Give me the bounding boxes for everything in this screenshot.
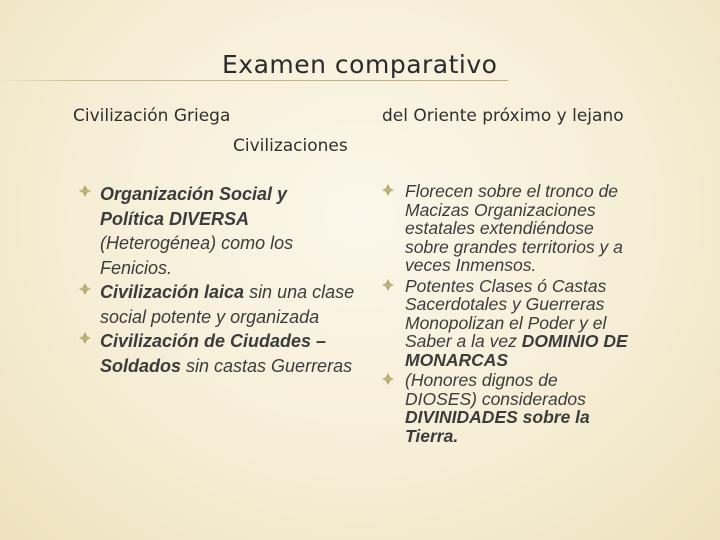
orient-item-3 — [383, 371, 633, 445]
header-greek: Civilización Griega — [73, 106, 231, 126]
diamond-bullet-icon — [381, 372, 395, 386]
orient-item-3-part-1: (Honores dignos de DIOSES) considerados — [405, 370, 586, 409]
title-rule — [0, 80, 508, 81]
header-orient: del Oriente próximo y lejano — [382, 106, 624, 126]
diamond-bullet-icon — [381, 183, 395, 197]
orient-item-2 — [383, 277, 633, 370]
greek-item-3-part-1: Civilización de Ciudades – Soldados — [100, 331, 327, 376]
orient-item-3-part-2: DIVINIDADES sobre la Tierra. — [405, 407, 590, 446]
greek-item-2 — [78, 280, 356, 329]
greek-item-3 — [78, 329, 356, 378]
orient-item-2-part-2: DOMINIO DE MONARCAS — [405, 331, 628, 370]
orient-column — [383, 182, 633, 445]
greek-item-1-part-1: Organización Social y Política DIVERSA — [100, 184, 288, 229]
greek-column — [78, 182, 356, 378]
greek-item-1 — [78, 182, 356, 280]
orient-item-2-part-1: Potentes Clases ó Castas Sacerdotales y Guerreras Monopolizan el Poder y el Saber a la vez — [405, 275, 607, 351]
diamond-bullet-icon — [78, 282, 92, 296]
slide-title: Examen comparativo — [222, 50, 498, 79]
header-civilizations: Civilizaciones — [233, 136, 348, 156]
diamond-bullet-icon — [381, 278, 395, 292]
greek-item-2-part-2: sin una clase social potente y organizada — [100, 282, 355, 327]
orient-item-1 — [383, 182, 633, 275]
diamond-bullet-icon — [78, 331, 92, 345]
diamond-bullet-icon — [78, 184, 92, 198]
orient-item-1-part-1: Florecen sobre el tronco de Macizas Organizaciones estatales extendiéndose sobre grandes territorios y a veces Inmensos. — [405, 181, 623, 275]
greek-item-1-part-2: (Heterogénea) como los Fenicios. — [100, 233, 294, 278]
greek-item-3-part-2: sin castas Guerreras — [186, 355, 353, 376]
greek-item-2-part-1: Civilización laica — [100, 282, 250, 302]
